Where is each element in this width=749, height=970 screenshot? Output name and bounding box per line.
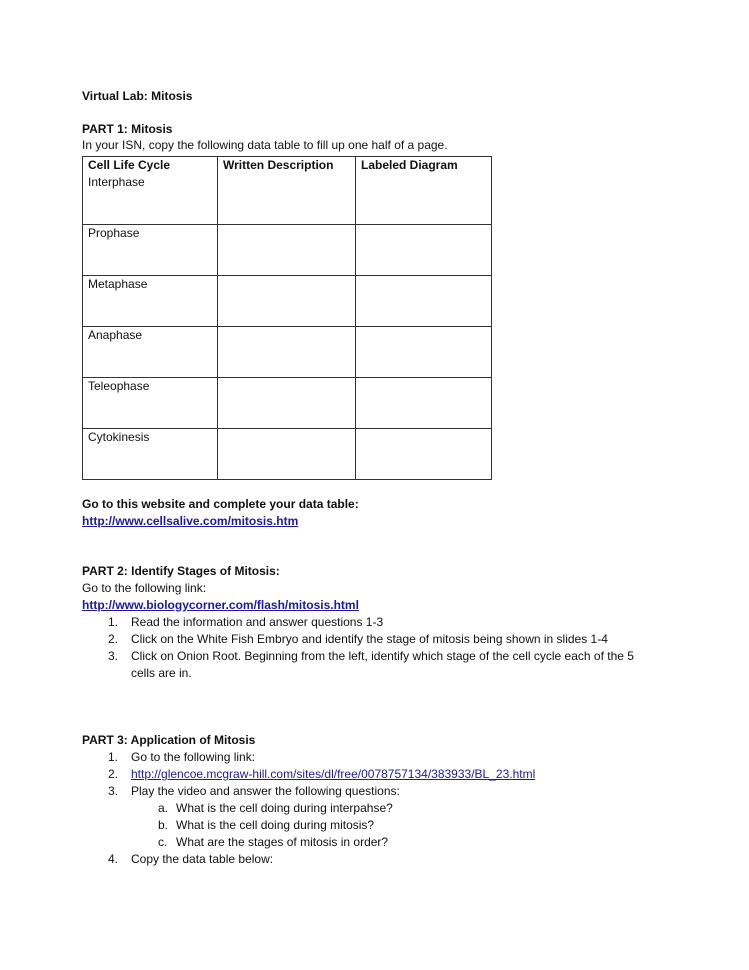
mitosis-data-table [82, 156, 492, 480]
table-row-label: Metaphase [83, 276, 218, 327]
document-title: Virtual Lab: Mitosis [82, 89, 193, 103]
list-item: Go to the following link: [131, 750, 256, 764]
table-header-row [83, 157, 492, 175]
table-cell [356, 327, 492, 378]
table-row [83, 378, 492, 429]
list-item: Click on Onion Root. Beginning from the left, identify which stage of the cell cycle each of the 5 [131, 649, 634, 663]
sublist-item-letter: a. [158, 801, 169, 815]
table-header-cell: Cell Life Cycle [83, 157, 218, 175]
sublist-item: What is the cell doing during interpahse? [176, 801, 393, 815]
table-row-label: Cytokinesis [83, 429, 218, 480]
table-header-cell: Labeled Diagram [356, 157, 492, 175]
list-item-number: 1. [108, 750, 119, 764]
list-item-number: 4. [108, 852, 119, 866]
list-item: Copy the data table below: [131, 852, 274, 866]
table-row-label: Anaphase [83, 327, 218, 378]
part1-instruction: In your ISN, copy the following data table to fill up one half of a page. [82, 138, 448, 152]
list-item-number: 2. [108, 632, 119, 646]
list-item: Play the video and answer the following questions: [131, 784, 400, 798]
sublist-item: What is the cell doing during mitosis? [176, 818, 375, 832]
cellsalive-link[interactable]: http://www.cellsalive.com/mitosis.htm [82, 514, 299, 528]
list-item-number: 1. [108, 615, 119, 629]
list-item: Click on the White Fish Embryo and identify the stage of mitosis being shown in slides 1-4 [131, 632, 608, 646]
list-item-number: 3. [108, 784, 119, 798]
table-cell [356, 276, 492, 327]
table-row [83, 327, 492, 378]
sublist-item-letter: b. [158, 818, 169, 832]
table-row-label: Interphase [83, 174, 218, 225]
part2-goto-text: Go to the following link: [82, 581, 207, 595]
table-row [83, 276, 492, 327]
table-row-label: Teleophase [83, 378, 218, 429]
biologycorner-link[interactable]: http://www.biologycorner.com/flash/mitosis.html [82, 598, 359, 612]
sublist-item: What are the stages of mitosis in order? [176, 835, 389, 849]
table-cell [218, 276, 356, 327]
part3-heading: PART 3: Application of Mitosis [82, 733, 256, 747]
table-cell [218, 174, 356, 225]
table-cell [218, 225, 356, 276]
table-cell [218, 327, 356, 378]
list-item-continuation: cells are in. [131, 666, 192, 680]
glencoe-link[interactable]: http://glencoe.mcgraw-hill.com/sites/dl/free/0078757134/383933/BL_23.html [131, 767, 536, 781]
table-cell [356, 225, 492, 276]
part1-heading: PART 1: Mitosis [82, 122, 173, 136]
table-header-cell: Written Description [218, 157, 356, 175]
table-row [83, 225, 492, 276]
part1-goto-text: Go to this website and complete your data table: [82, 497, 359, 511]
table-cell [218, 429, 356, 480]
list-item-number: 2. [108, 767, 119, 781]
part2-heading: PART 2: Identify Stages of Mitosis: [82, 564, 280, 578]
table-cell [218, 378, 356, 429]
table-cell [356, 378, 492, 429]
sublist-item-letter: c. [158, 835, 168, 849]
table-row [83, 174, 492, 225]
table-row [83, 429, 492, 480]
table-cell [356, 174, 492, 225]
list-item-number: 3. [108, 649, 119, 663]
table-row-label: Prophase [83, 225, 218, 276]
table-cell [356, 429, 492, 480]
list-item: Read the information and answer questions 1-3 [131, 615, 384, 629]
